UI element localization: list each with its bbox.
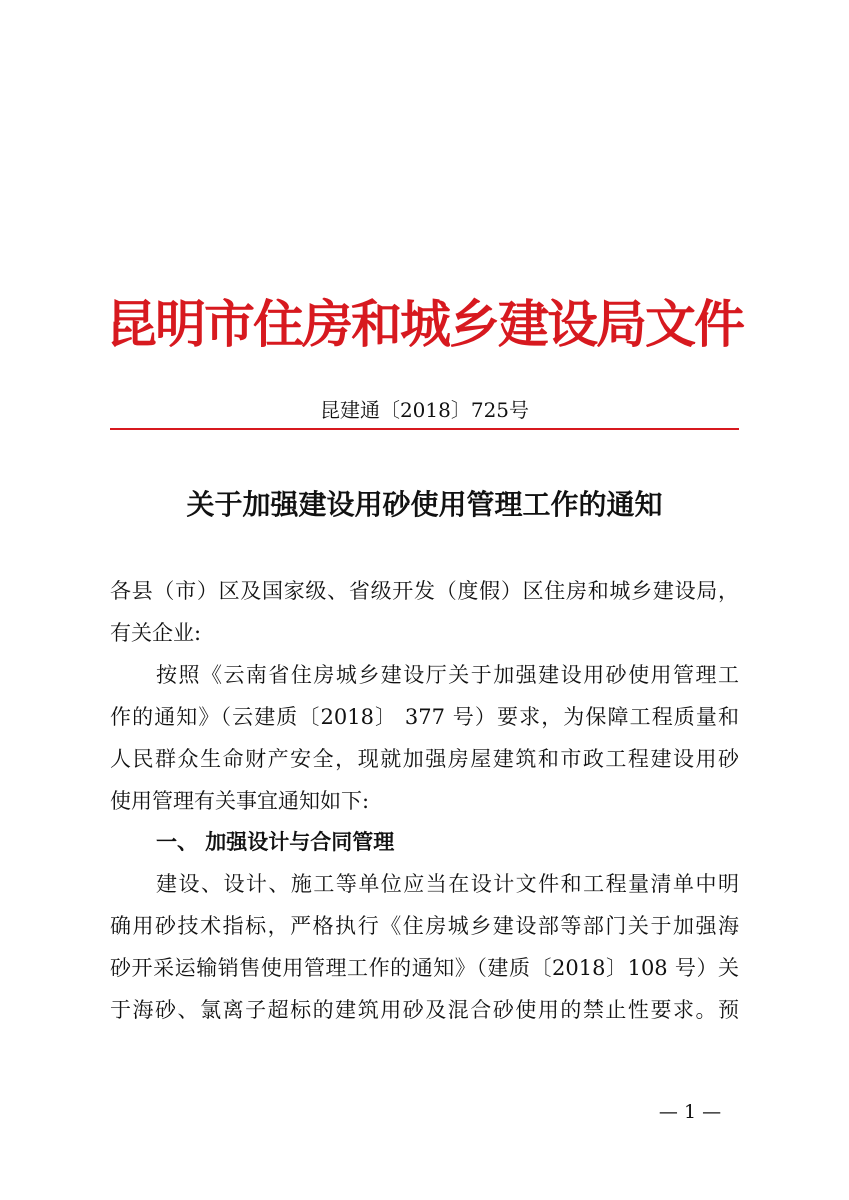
document-number: 昆建通〔2018〕725号: [319, 398, 530, 422]
recipient-line: 各县（市）区及国家级、省级开发（度假）区住房和城乡建设局，: [110, 579, 739, 603]
red-divider-line: [110, 428, 739, 430]
page-number: — 1 —: [658, 1101, 722, 1123]
paragraph-line: 建设、设计、施工等单位应当在设计文件和工程量清单中明: [156, 872, 739, 896]
issuing-authority-header: 昆明市住房和城乡建设局文件: [105, 296, 743, 355]
paragraph-line: 砂开采运输销售使用管理工作的通知》（建质〔2018〕108 号）关: [110, 956, 739, 980]
recipient-line: 有关企业:: [110, 621, 202, 645]
paragraph-line: 确用砂技术指标，严格执行《住房城乡建设部等部门关于加强海: [110, 914, 739, 938]
paragraph-line: 使用管理有关事宜通知如下:: [110, 789, 370, 813]
section-heading: 一、 加强设计与合同管理: [156, 830, 395, 854]
paragraph-line: 作的通知》（云建质〔2018〕 377 号）要求，为保障工程质量和: [110, 705, 739, 729]
paragraph-line: 人民群众生命财产安全，现就加强房屋建筑和市政工程建设用砂: [110, 747, 739, 771]
paragraph-line: 按照《云南省住房城乡建设厅关于加强建设用砂使用管理工: [156, 663, 739, 687]
paragraph-line: 于海砂、氯离子超标的建筑用砂及混合砂使用的禁止性要求。预: [110, 998, 739, 1022]
notice-title: 关于加强建设用砂使用管理工作的通知: [186, 488, 663, 521]
